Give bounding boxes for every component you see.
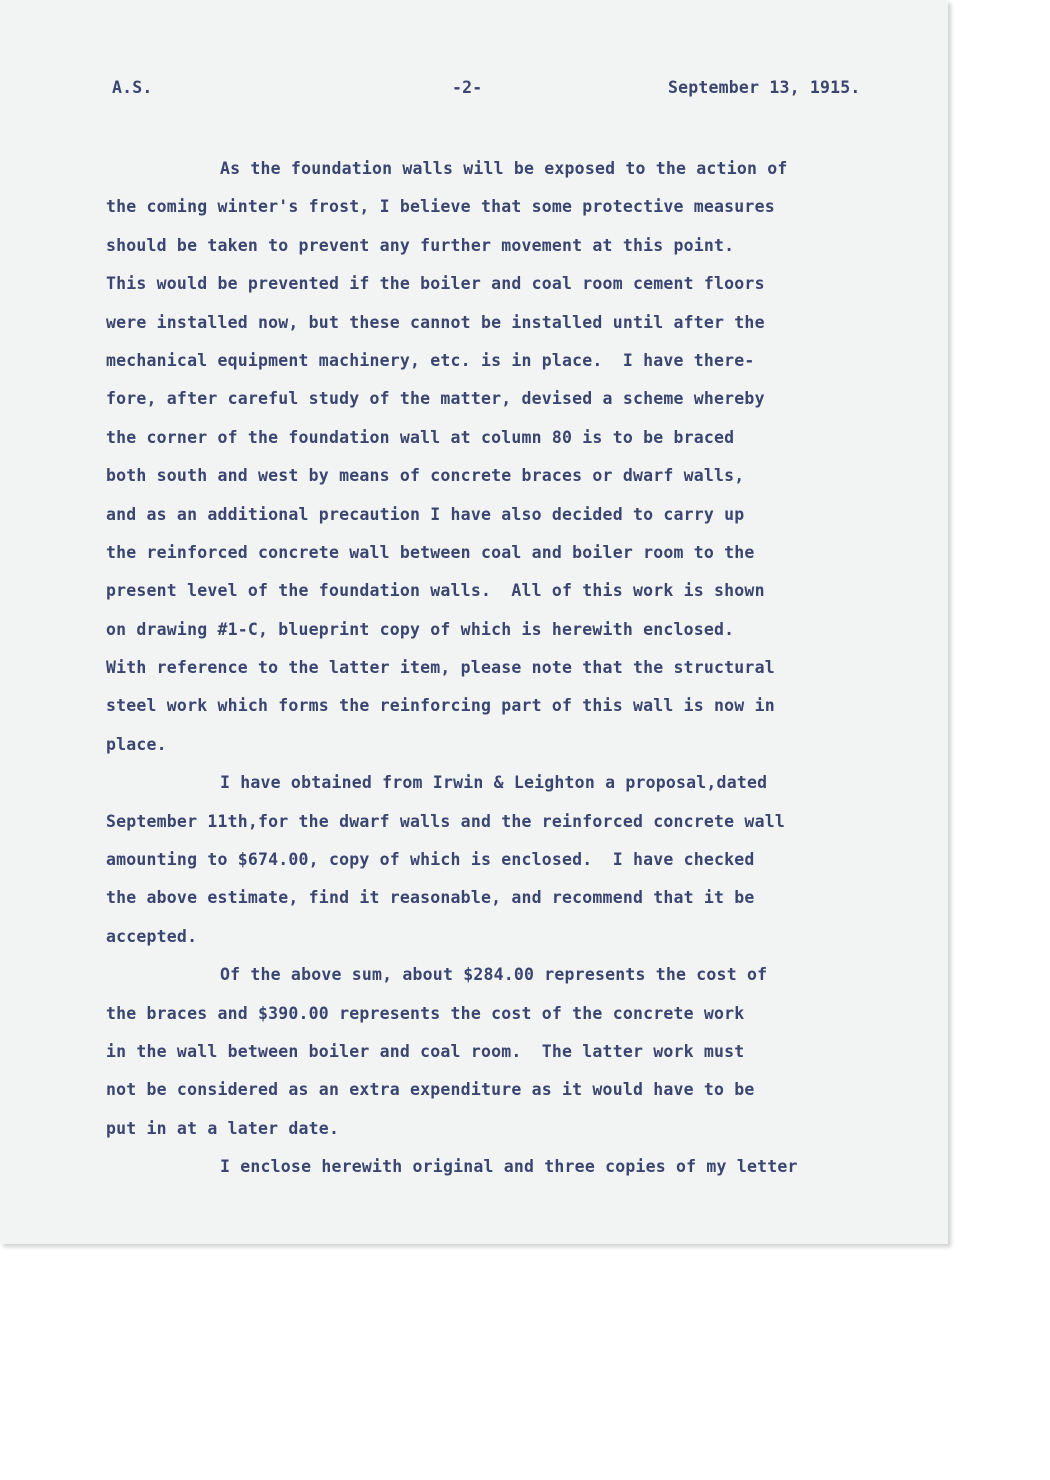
text-line: fore, after careful study of the matter, devised a scheme whereby	[106, 389, 765, 409]
text-line: both south and west by means of concrete braces or dwarf walls,	[106, 466, 745, 486]
page-number: -2-	[452, 78, 483, 97]
text-line: in the wall between boiler and coal room. The latter work must	[106, 1041, 745, 1061]
header-initials: A.S.	[112, 78, 153, 97]
text-line: amounting to $674.00, copy of which is enclosed. I have checked	[106, 850, 755, 870]
text-line: should be taken to prevent any further movement at this point.	[106, 235, 735, 255]
text-line: place.	[106, 734, 167, 754]
letter-date: September 13, 1915.	[668, 78, 861, 97]
text-line: This would be prevented if the boiler and coal room cement floors	[106, 274, 765, 294]
text-line: the above estimate, find it reasonable, and recommend that it be	[106, 888, 755, 908]
text-line: September 11th,for the dwarf walls and the reinforced concrete wall	[106, 811, 785, 831]
text-line: accepted.	[106, 926, 198, 946]
text-line: and as an additional precaution I have also decided to carry up	[106, 504, 745, 524]
text-line: the reinforced concrete wall between coal and boiler room to the	[106, 542, 755, 562]
letter-body	[106, 150, 896, 1187]
text-line: not be considered as an extra expenditure as it would have to be	[106, 1080, 755, 1100]
text-line: mechanical equipment machinery, etc. is in place. I have there-	[106, 350, 755, 370]
text-line: Of the above sum, about $284.00 represents the cost of	[220, 965, 768, 985]
text-line: With reference to the latter item, please note that the structural	[106, 658, 775, 678]
text-line: I have obtained from Irwin & Leighton a proposal,dated	[220, 773, 768, 793]
text-line: on drawing #1-C, blueprint copy of which is herewith enclosed.	[106, 619, 735, 639]
text-line: I enclose herewith original and three copies of my letter	[220, 1157, 798, 1177]
text-line: the coming winter's frost, I believe that some protective measures	[106, 197, 775, 217]
text-line: the braces and $390.00 represents the cost of the concrete work	[106, 1003, 745, 1023]
text-line: present level of the foundation walls. All of this work is shown	[106, 581, 765, 601]
text-line: were installed now, but these cannot be installed until after the	[106, 312, 765, 332]
text-line: put in at a later date.	[106, 1118, 340, 1138]
text-line: As the foundation walls will be exposed to the action of	[220, 159, 788, 178]
text-line: steel work which forms the reinforcing part of this wall is now in	[106, 696, 775, 716]
text-line: the corner of the foundation wall at column 80 is to be braced	[106, 427, 735, 447]
